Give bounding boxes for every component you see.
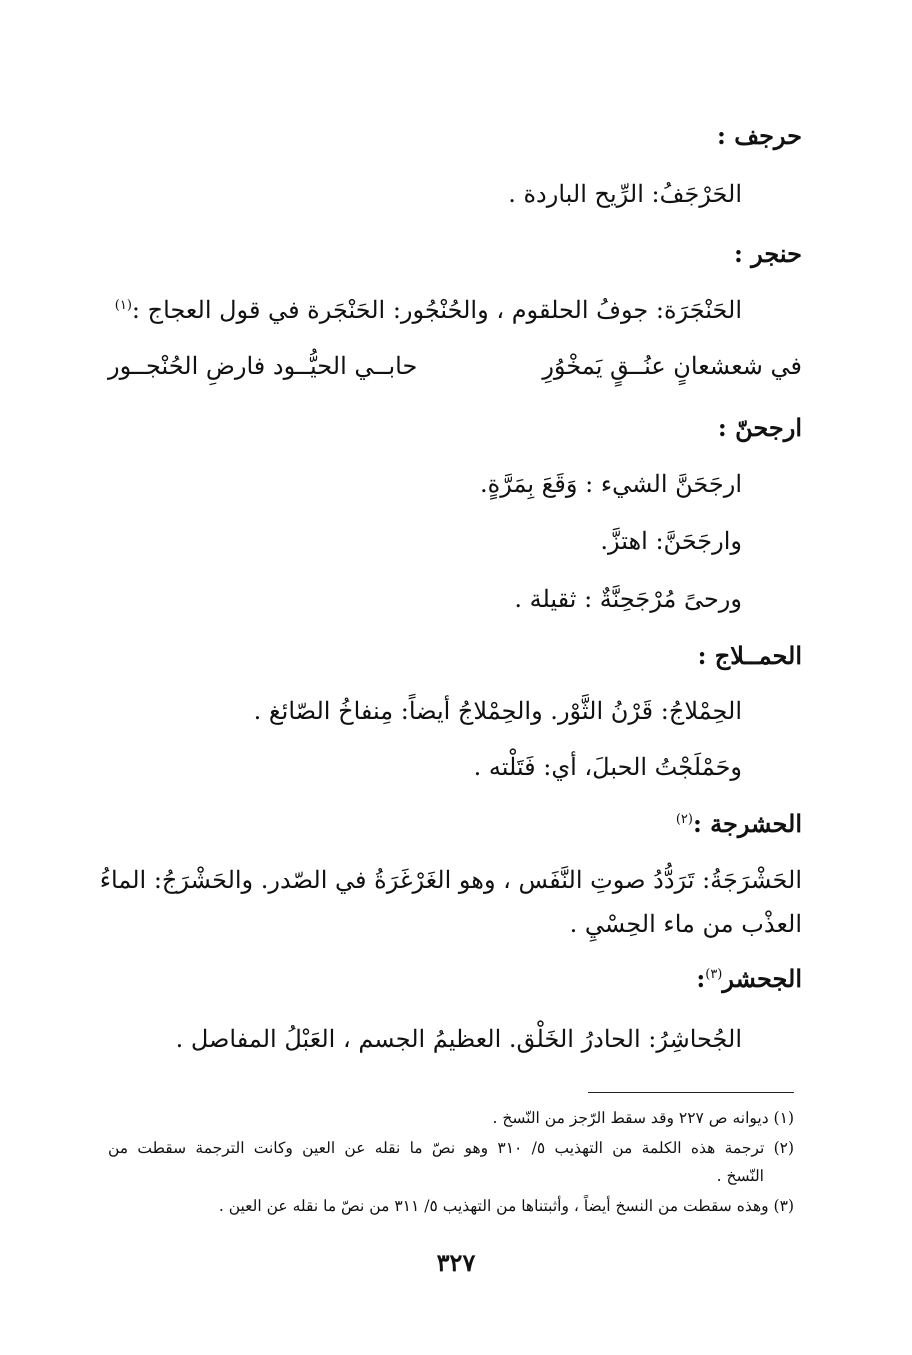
entry-himlaj-line2: وحَمْلَجْتُ الحبلَ، أي: فَتَلْته .	[473, 753, 742, 781]
entry-heading-jahshar	[696, 965, 802, 994]
entry-hashraja-line1: الحَشْرَجَةُ: تَرَدُّدُ صوتِ النَّفَس ، وهو الغَرْغَرَةُ في الصّدر. والحَشْرَجُ: الماءُ	[99, 866, 802, 894]
entry-irjahanna-line3: ورحىً مُرْجَحِنَّةٌ : ثقيلة .	[514, 585, 742, 613]
entry-hashraja-line2: العذْب من ماء الحِسْيِ .	[569, 910, 802, 938]
entry-heading-hashraja-text: الحشرجة :	[692, 809, 802, 838]
entry-heading-jahshar-colon: :	[696, 964, 706, 993]
verse-first-hemistich: في شعشعانٍ عنُــقٍ يَمخْوُرِ	[542, 352, 802, 380]
poetry-verse	[108, 352, 802, 388]
footnote-2-line1: (٢) ترجمة هذه الكلمة من التهذيب ٥/ ٣١٠ وهو نصّ ما نقله عن العين وكانت الترجمة سقطت من	[108, 1139, 795, 1157]
entry-himlaj-line1: الحِمْلاجُ: قَرْنُ الثَّوْر. والحِمْلاجُ أيضاً: مِنفاخُ الصّائغ .	[253, 697, 742, 725]
entry-irjahanna-line1: ارجَحَنَّ الشيء : وَقَعَ بِمَرَّةٍ.	[480, 470, 742, 498]
entry-heading-himlaj: الحمــلاج :	[697, 641, 802, 670]
entry-harjaf-definition: الحَرْجَفُ: الرِّيح الباردة .	[508, 180, 742, 208]
entry-jahshar-definition: الجُحاشِرُ: الحادرُ الخَلْق. العظيمُ الجسم ، العَبْلُ المفاصل .	[175, 1025, 742, 1053]
footnote-3: (٣) وهذه سقطت من النسخ أيضاً ، وأثبتناها من التهذيب ٥/ ٣١١ من نصّ ما نقله عن العين .	[218, 1197, 794, 1215]
footnote-1: (١) ديوانه ص ٢٢٧ وقد سقط الرّجز من النّسخ .	[492, 1109, 794, 1127]
entry-heading-irjahanna: ارجحنّ :	[717, 413, 802, 442]
footnote-ref-2: (٢)	[675, 812, 693, 827]
page-number: ٣٢٧	[436, 1248, 476, 1277]
footnote-separator	[588, 1092, 794, 1093]
footnote-ref-3: (٣)	[705, 967, 723, 982]
footnote-2-line2: النّسخ .	[716, 1167, 764, 1185]
entry-hanjar-definition-text: الحَنْجَرَة: جوفُ الحلقوم ، والحُنْجُور: الحَنْجَرة في قول العجاج :	[131, 296, 742, 324]
verse-second-hemistich: حابــي الحيُّــود فارضِ الحُنْجــور	[108, 352, 418, 380]
entry-hanjar-definition	[115, 296, 742, 325]
footnote-ref-1: (١)	[114, 298, 132, 313]
entry-irjahanna-line2: وارجَحَنَّ: اهتزَّ.	[600, 527, 742, 555]
entry-heading-hanjar: حنجر :	[733, 239, 802, 268]
entry-heading-jahshar-text: الجحشر	[722, 964, 802, 993]
entry-heading-hashraja	[676, 810, 802, 839]
entry-heading-harjaf: حرجف :	[717, 121, 802, 150]
